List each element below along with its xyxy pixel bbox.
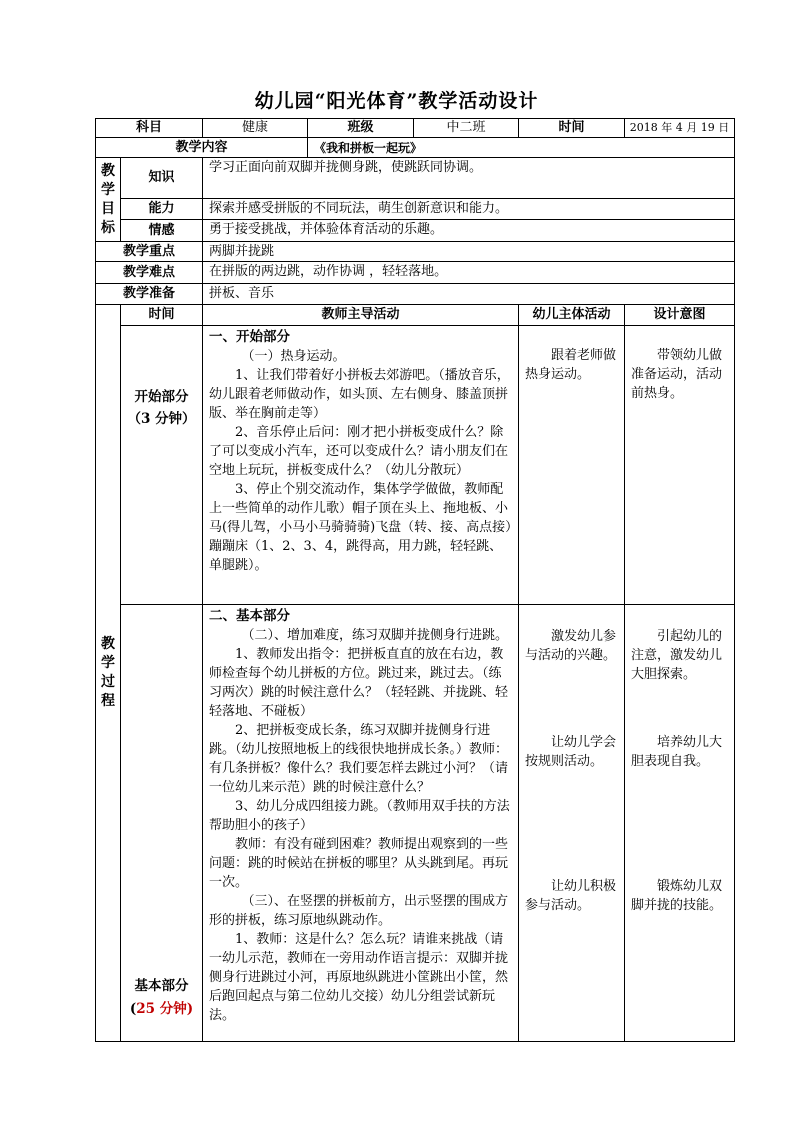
start-intent-cell <box>624 325 735 605</box>
process-label <box>95 304 121 1042</box>
basic-child-text-3: 让幼儿积极参与活动。 <box>525 879 617 913</box>
basic-intent-text-3: 锻炼幼儿双脚并拢的技能。 <box>631 879 723 913</box>
start-intent-text: 带领幼儿做准备运动，活动前热身。 <box>631 348 723 401</box>
start-heading: 一、开始部分 <box>209 329 290 345</box>
emotion-label: 情感 <box>120 219 203 242</box>
preparation-value: 拼板、音乐 <box>202 283 735 305</box>
time-value: 2018 年 4 月 19 日 <box>624 118 735 138</box>
goals-label-char: 教 <box>101 162 115 179</box>
ability-label: 能力 <box>120 198 203 220</box>
basic-intent-text-2: 培养幼儿大胆表现自我。 <box>631 735 723 769</box>
start-time-cell <box>120 325 203 605</box>
basic-intent-text-1: 引起幼儿的注意，激发幼儿大胆探索。 <box>631 629 723 682</box>
basic-duration-post: 分钟) <box>155 1001 194 1017</box>
content-value: 《我和拼板一起玩》 <box>307 137 735 158</box>
basic-line: 2、把拼板变成长条，练习双脚并拢侧身行进跳。（幼儿按照地板上的线很快地拼成长条。）教师：有几条拼板？像什么？我们要怎样去跳过小河？（请一位幼儿来示范）跳的时候注意什么？ <box>209 723 509 795</box>
class-value: 中二班 <box>413 118 519 138</box>
basic-duration-pre: ( <box>129 1001 137 1017</box>
basic-line: 教师：有没有碰到困难？教师提出观察到的一些问题：跳的时候站在拼板的哪里？从头跳到尾。再玩一次。 <box>209 837 509 890</box>
basic-child-cell <box>518 604 625 1042</box>
emotion-value: 勇于接受挑战，并体验体育活动的乐趣。 <box>202 219 735 242</box>
start-line: 3、停止个别交流动作，集体学学做做，教师配上一些简单的动作儿歌）帽子顶在头上、拖地板、小马(得儿驾，小马小马骑骑骑)飞盘（转、接、高点接）蹦蹦床（1、2、3、4，跳得高，用力跳，轻轻跳、单腿跳）。 <box>209 482 512 573</box>
start-child-text: 跟着老师做热身运动。 <box>525 348 617 382</box>
start-line: 2、音乐停止后问：刚才把小拼板变成什么？除了可以变成小汽车，还可以变成什么？请小朋友们在空地上玩玩，拼板变成什么？（幼儿分散玩） <box>209 425 509 478</box>
start-label: 开始部分 <box>134 389 189 405</box>
basic-duration-num: 25 <box>136 1001 156 1017</box>
basic-heading: 二、基本部分 <box>209 608 290 624</box>
start-line: （一）热身运动。 <box>241 349 346 364</box>
key-point-label: 教学重点 <box>95 241 203 262</box>
subject-label: 科目 <box>95 118 203 138</box>
basic-duration <box>121 998 202 1020</box>
goals-label-char: 标 <box>101 219 115 236</box>
process-label-char: 教 <box>101 636 115 652</box>
basic-child-text-2: 让幼儿学会按规则活动。 <box>525 735 617 769</box>
preparation-label: 教学准备 <box>95 283 203 305</box>
goals-label-char: 学 <box>101 181 115 198</box>
knowledge-value: 学习正面向前双脚并拢侧身跳，使跳跃同协调。 <box>202 157 735 199</box>
basic-label: 基本部分 <box>134 978 189 994</box>
start-duration: （3 分钟） <box>127 411 196 427</box>
time-label: 时间 <box>518 118 625 138</box>
process-label-char: 学 <box>101 655 115 671</box>
basic-line: 1、教师发出指令：把拼板直直的放在右边，教师检查每个幼儿拼板的方位。跳过来，跳过去。（练习两次）跳的时候注意什么？（轻轻跳、并拢跳、轻轻落地、不碰板） <box>209 647 509 719</box>
start-teacher-cell <box>202 325 519 605</box>
class-label: 班级 <box>307 118 414 138</box>
basic-line: （二）、增加难度，练习双脚并拢侧身行进跳。 <box>241 628 509 643</box>
basic-time-cell <box>120 604 203 1042</box>
key-point-value: 两脚并拢跳 <box>202 241 735 262</box>
basic-child-text-1: 激发幼儿参与活动的兴趣。 <box>525 629 617 663</box>
goals-label <box>95 157 121 242</box>
goals-label-char: 目 <box>101 200 115 217</box>
content-label: 教学内容 <box>95 137 308 158</box>
start-line: 1、让我们带着好小拼板去郊游吧。（播放音乐，幼儿跟着老师做动作，如头顶、左右侧身、膝盖顶拼版、举在胸前走等） <box>209 368 510 421</box>
basic-line: （三）、在竖摆的拼板前方，出示竖摆的围成方形的拼板，练习原地纵跳动作。 <box>209 894 509 928</box>
basic-teacher-cell <box>202 604 519 1042</box>
ability-value: 探索并感受拼版的不同玩法，萌生创新意识和能力。 <box>202 198 735 220</box>
basic-line: 1、教师：这是什么？怎么玩？请谁来挑战（请一幼儿示范，教师在一旁用动作语言提示：双脚并拢侧身行进跳过小河，再原地纵跳进小筐跳出小筐，然后跑回起点与第二位幼儿交接）幼儿分组尝试新玩法。 <box>209 932 509 1023</box>
difficulty-value: 在拼版的两边跳，动作协调 ，轻轻落地。 <box>202 261 735 284</box>
process-col-intent: 设计意图 <box>624 304 735 326</box>
process-label-char: 过 <box>101 674 115 690</box>
process-col-teacher: 教师主导活动 <box>202 304 519 326</box>
basic-intent-cell <box>624 604 735 1042</box>
process-label-char: 程 <box>101 693 115 709</box>
process-col-child: 幼儿主体活动 <box>518 304 625 326</box>
start-child-cell <box>518 325 625 605</box>
basic-line: 3、幼儿分成四组接力跳。（教师用双手扶的方法帮助胆小的孩子） <box>209 799 510 833</box>
process-col-time: 时间 <box>120 304 203 326</box>
difficulty-label: 教学难点 <box>95 261 203 284</box>
knowledge-label: 知识 <box>120 157 203 199</box>
page-title: 幼儿园“阳光体育”教学活动设计 <box>254 90 539 112</box>
subject-value: 健康 <box>202 118 308 138</box>
